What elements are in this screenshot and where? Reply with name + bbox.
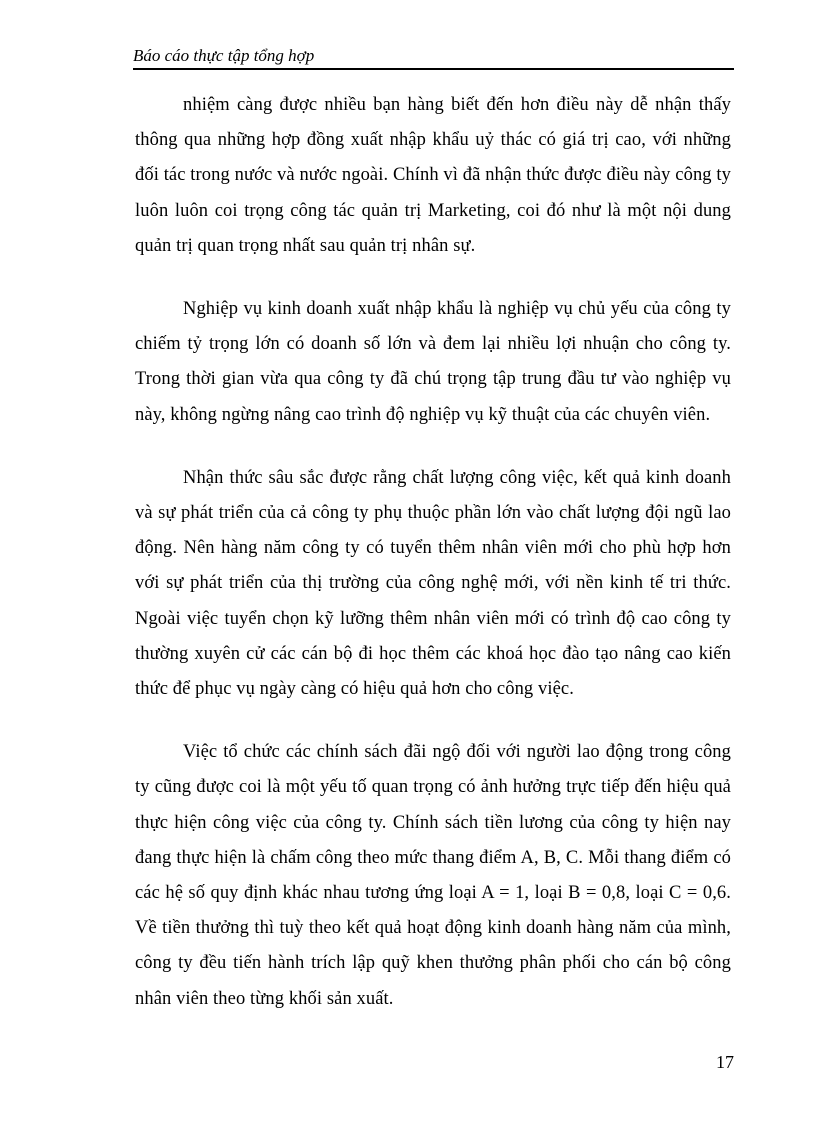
paragraph-3: Nhận thức sâu sắc được rằng chất lượng công việc, kết quả kinh doanh và sự phát triển của cả công ty phụ thuộc phần lớn vào chất lượng đội ngũ lao động. Nên hàng năm công ty có tuyển thêm nhân viên mới cho phù hợp hơn với sự phát triển của thị trường của công nghệ mới, với nền kinh tế tri thức. Ngoài việc tuyển chọn kỹ lưỡng thêm nhân viên mới có trình độ cao công ty thường xuyên cử các cán bộ đi học thêm các khoá học đào tạo nâng cao kiến thức để phục vụ ngày càng có hiệu quả hơn cho công việc. — [135, 467, 731, 700]
header-rule — [133, 68, 734, 70]
paragraph-1: nhiệm càng được nhiều bạn hàng biết đến hơn điều này dễ nhận thấy thông qua những hợp đồng xuất nhập khẩu uỷ thác có giá trị cao, với những đối tác trong nước và nước ngoài. Chính vì đã nhận thức được điều này công ty luôn luôn coi trọng công tác quản trị Marketing, coi đó như là một nội dung quản trị quan trọng nhất sau quản trị nhân sự. — [135, 95, 731, 256]
paragraph-4: Việc tổ chức các chính sách đãi ngộ đối với người lao động trong công ty cũng được coi là một yếu tố quan trọng có ảnh hưởng trực tiếp đến hiệu quả thực hiện công việc của công ty. Chính sách tiền lương của công ty hiện nay đang thực hiện là chấm công theo mức thang điểm A, B, C. Mỗi thang điểm có các hệ số quy định khác nhau tương ứng loại A = 1, loại B = 0,8, loại C = 0,6. Về tiền thưởng thì tuỳ theo kết quả hoạt động kinh doanh hàng năm của mình, công ty đều tiến hành trích lập quỹ khen thưởng phân phối cho cán bộ công nhân viên theo từng khối sản xuất. — [135, 742, 731, 1009]
body-text — [135, 88, 731, 1017]
running-header: Báo cáo thực tập tổng hợp — [133, 46, 315, 65]
paragraph-2: Nghiệp vụ kinh doanh xuất nhập khẩu là nghiệp vụ chủ yếu của công ty chiếm tỷ trọng lớn có doanh số lớn và đem lại nhiều lợi nhuận cho công ty. Trong thời gian vừa qua công ty đã chú trọng tập trung đầu tư vào nghiệp vụ này, không ngừng nâng cao trình độ nghiệp vụ kỹ thuật của các chuyên viên. — [135, 299, 731, 425]
page-number: 17 — [716, 1052, 734, 1072]
